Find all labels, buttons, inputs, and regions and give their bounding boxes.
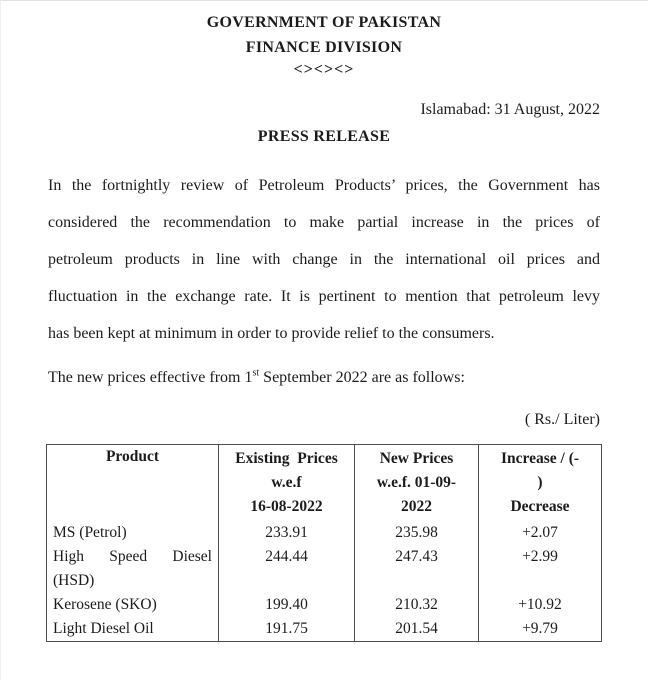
existing-price: 191.75 xyxy=(219,617,355,642)
column-header-existing-prices xyxy=(219,445,355,520)
effective-prefix: The new prices effective from 1 xyxy=(48,369,253,386)
header-line: ) xyxy=(537,474,543,491)
paragraph-line: In the fortnightly review of Petroleum Products’ prices, the Government has xyxy=(48,177,600,194)
effective-date-line xyxy=(48,363,600,393)
product-name: Light Diesel Oil xyxy=(47,617,219,642)
product-name: MS (Petrol) xyxy=(47,519,219,545)
column-header-product xyxy=(47,445,219,520)
unit-note: ( Rs./ Liter) xyxy=(524,411,600,428)
header-line: Increase / (- xyxy=(500,450,580,467)
new-price: 201.54 xyxy=(355,617,479,642)
diamond-ornament: <><><> xyxy=(293,61,355,78)
product-name: High Speed Diesel (HSD) xyxy=(47,545,219,593)
ordinal-superscript: st xyxy=(252,367,260,379)
table-header-row xyxy=(47,445,602,520)
column-header-increase-decrease xyxy=(479,445,602,520)
paragraph-line: has been kept at minimum in order to provide relief to the consumers. xyxy=(48,325,495,342)
paragraph-line: fluctuation in the exchange rate. It is pertinent to mention that petroleum levy xyxy=(48,288,600,305)
table-row xyxy=(47,519,602,545)
header-line: New Prices xyxy=(379,450,454,467)
table-row xyxy=(47,593,602,617)
division-name: FINANCE DIVISION xyxy=(245,39,403,56)
paragraph-line: petroleum products in line with change in the international oil prices and xyxy=(48,251,600,268)
existing-price: 199.40 xyxy=(219,593,355,617)
header-line: w.e.f xyxy=(271,474,302,491)
table-row xyxy=(47,617,602,642)
header-line: w.e.f. 01-09- xyxy=(376,474,457,491)
new-price: 247.43 xyxy=(355,545,479,593)
paragraph-line: considered the recommendation to make partial increase in the prices of xyxy=(48,214,600,231)
press-release-title: PRESS RELEASE xyxy=(257,128,391,145)
table-row xyxy=(47,545,602,593)
government-name: GOVERNMENT OF PAKISTAN xyxy=(206,14,442,31)
header-line: Existing Prices xyxy=(235,450,338,467)
header-line: Decrease xyxy=(510,498,570,515)
new-price: 235.98 xyxy=(355,519,479,545)
dateline: Islamabad: 31 August, 2022 xyxy=(420,101,600,118)
price-table xyxy=(46,444,602,642)
product-name: Kerosene (SKO) xyxy=(47,593,219,617)
price-change: +10.92 xyxy=(479,593,602,617)
existing-price: 233.91 xyxy=(219,519,355,545)
column-header-new-prices xyxy=(355,445,479,520)
new-price: 210.32 xyxy=(355,593,479,617)
effective-suffix: September 2022 are as follows: xyxy=(259,369,465,386)
price-change: +2.99 xyxy=(479,545,602,593)
existing-price: 244.44 xyxy=(219,545,355,593)
price-change: +2.07 xyxy=(479,519,602,545)
header-line: 2022 xyxy=(401,498,432,515)
header-line: 16-08-2022 xyxy=(250,498,323,515)
header-line: Product xyxy=(105,448,160,465)
price-change: +9.79 xyxy=(479,617,602,642)
body-paragraph xyxy=(48,167,600,352)
